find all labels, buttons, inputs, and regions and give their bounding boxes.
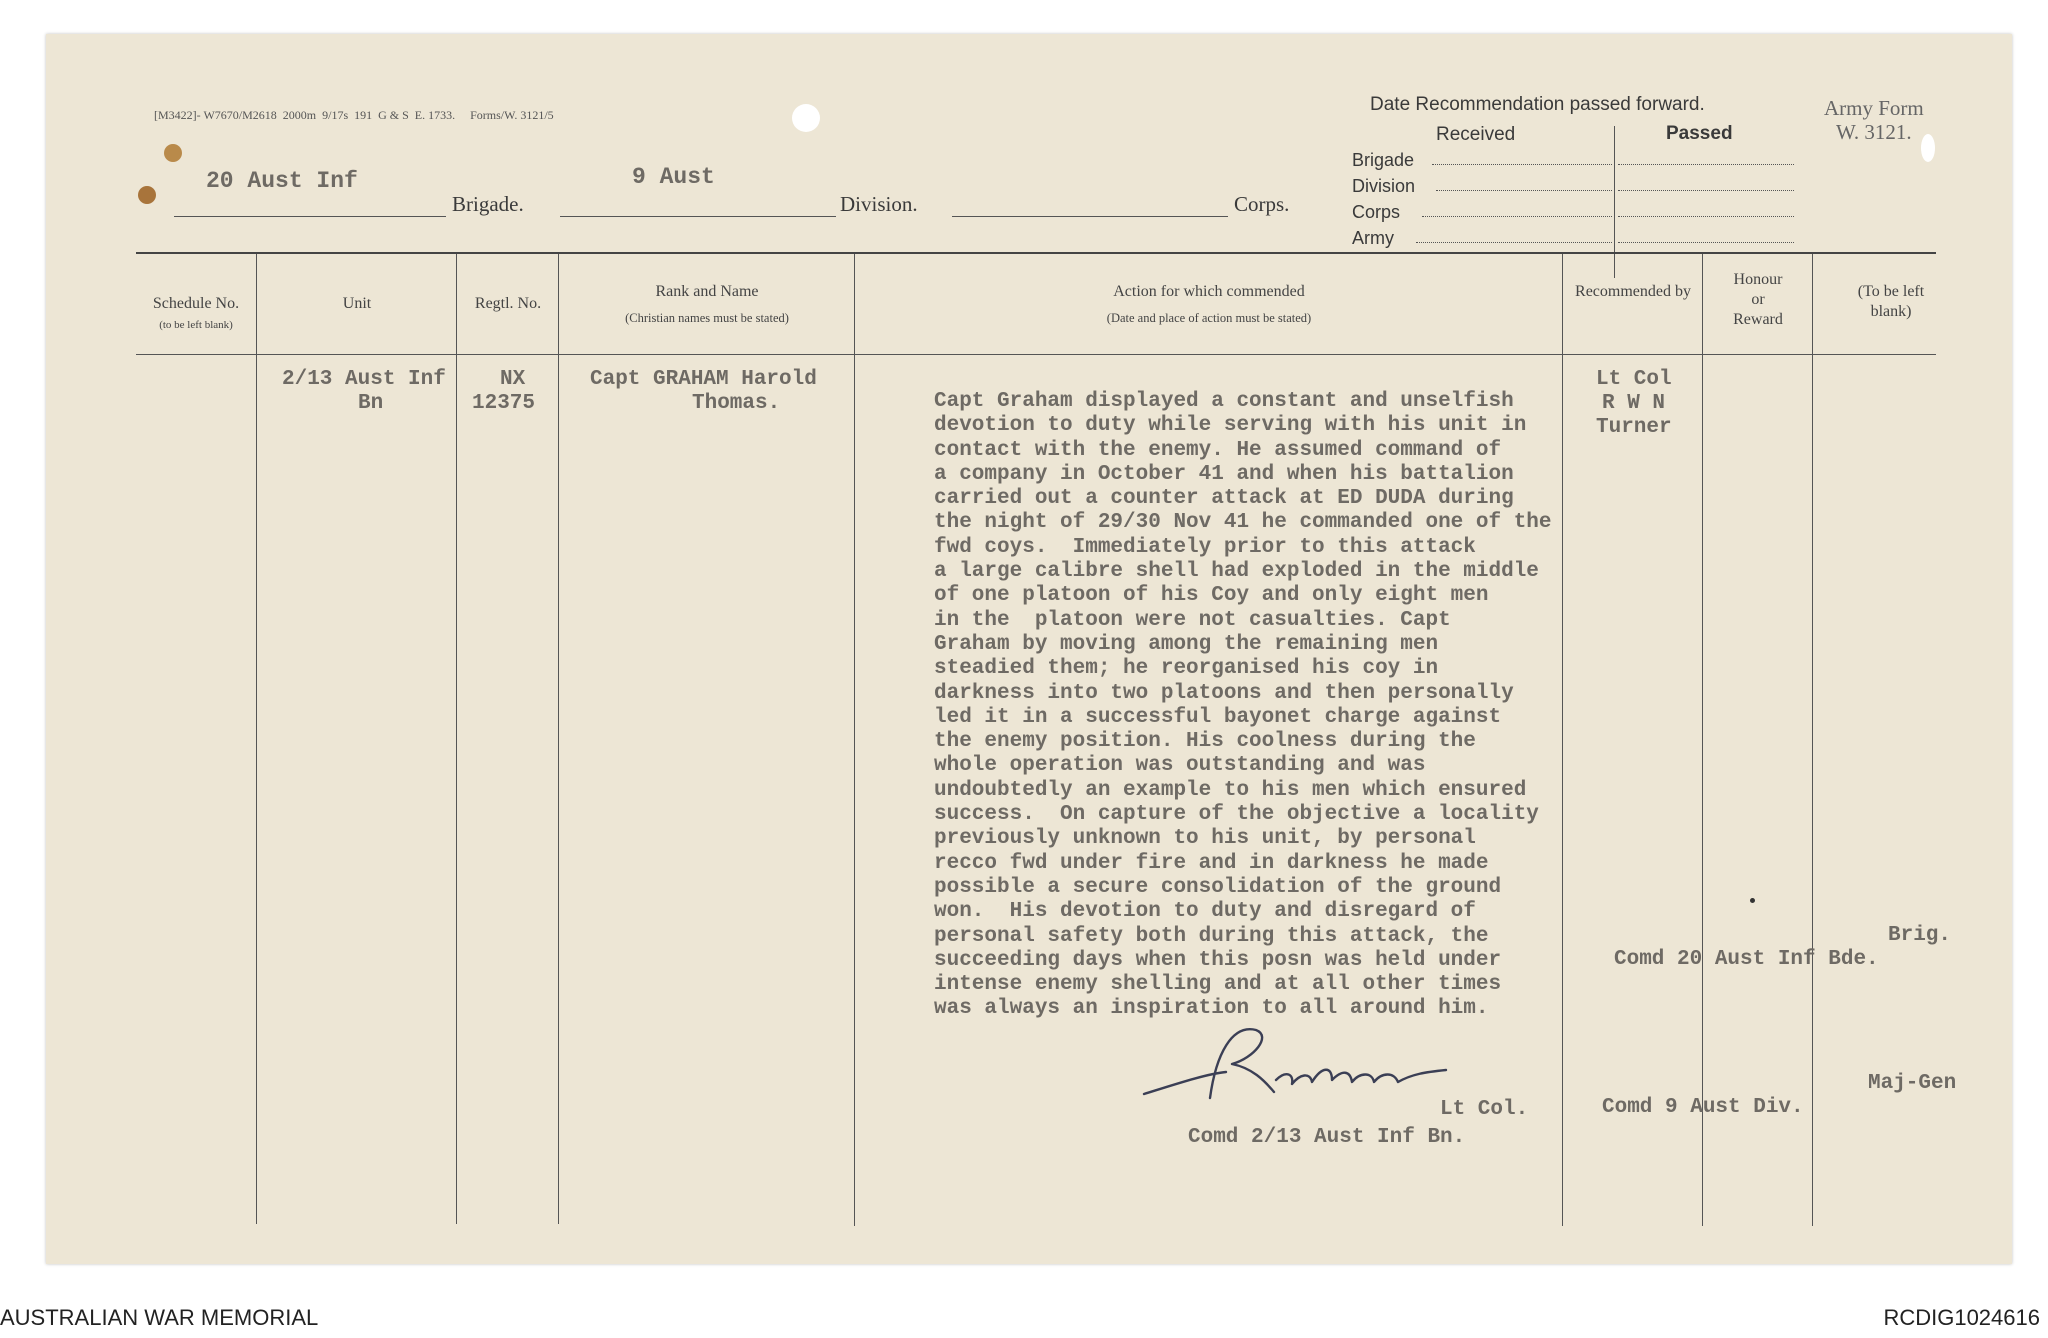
recommended-line1: Lt Col [1596,368,1672,391]
punch-hole [1921,134,1935,162]
dotline [1618,164,1794,165]
col-divider [854,254,855,1226]
header-regtl: Regtl. No. [474,295,542,312]
citation-text: Capt Graham displayed a constant and unselfish devotion to duty while serving with his unit in contact with the enemy. He assumed command of a company in October 41 and when his battalion carried out a counter attack at ED DUDA during the night of 29/30 Nov 41 he commanded one of the fwd coys. Immediately prior to this attack a large calibre shell had exploded in the middle of one platoon of his Coy and only eight men in the platoon were not casualties. Capt Graham by moving among the remaining men steadied them; he reorganised his coy in darkness into two platoons and then personally led it in a successful bayonet charge against the enemy position. His coolness during the whole operation was outstanding and was undoubtedly an example to his men which ensured success. On capture of the objective a locality previously unknown to his unit, by personal recco fwd under fire and in darkness he made possible a secure consolidation of the ground won. His devotion to duty and disregard of personal safety both during this attack, the succeeding days when this posn was held under intense enemy shelling and at all other times was always an inspiration to all around him. [934,390,1552,1021]
row-division: Division [1352,176,1416,196]
ink-dot [1750,898,1755,903]
dotline [1618,216,1794,217]
rust-stain [138,186,156,204]
dotline [1618,242,1794,243]
header-action-note: (Date and place of action must be stated) [1106,311,1312,325]
division-value: 9 Aust [632,164,715,190]
row-brigade: Brigade [1352,150,1415,170]
dotline [1436,190,1612,191]
gen-rank: Maj-Gen [1868,1072,1957,1095]
passed-label: Passed [1666,123,1733,144]
brig-title: Comd 20 Aust Inf Bde. [1614,948,1879,971]
brigade-label: Brigade. [452,192,524,216]
name-line1: Capt GRAHAM Harold [590,368,817,391]
header-schedule [136,294,256,335]
regtl-line1: NX [500,368,526,391]
unit-line2: Bn [358,392,384,415]
recommendation-title: Date Recommendation passed forward. [1370,94,1705,115]
dotline [1416,242,1612,243]
header-recommended: Recommended by [1575,283,1691,300]
col-divider [456,254,457,1224]
col-divider [1702,254,1703,1226]
row-corps: Corps [1352,202,1401,222]
handwritten-signature [1136,1014,1476,1124]
name-line2: Thomas. [692,392,781,415]
unit-line1: 2/13 Aust Inf [282,368,446,391]
dotline [1422,216,1612,217]
form-number: W. 3121. [1836,120,1912,144]
rust-stain [164,144,182,162]
punch-hole [792,104,820,132]
row-army: Army [1352,228,1394,248]
header-unit: Unit [342,295,372,312]
division-underline [560,216,836,217]
dotline [1432,164,1612,165]
header-action [856,282,1562,328]
table-header-rule [136,354,1936,355]
header-rank-name-label: Rank and Name [655,283,759,300]
brigade-underline [174,216,446,217]
header-rank-name-note: (Christian names must be stated) [625,311,789,325]
col-divider [256,254,257,1224]
gen-title: Comd 9 Aust Div. [1602,1096,1804,1119]
received-label: Received [1436,124,1516,145]
co-rank: Lt Col. [1440,1098,1529,1121]
header-schedule-note: (to be left blank) [159,319,233,331]
print-code: [M3422]- W7670/M2618 2000m 9/17s 191 G & S E. 1733. Forms/W. 3121/5 [154,108,554,122]
co-title: Comd 2/13 Aust Inf Bn. [1188,1126,1466,1149]
passed-divider [1614,126,1615,278]
header-honour: Honour or Reward [1733,271,1783,328]
archive-id: RCDIG1024616 [1883,1305,2040,1330]
regtl-line2: 12375 [472,392,536,415]
table-top-rule [136,252,1936,254]
brigade-value: 20 Aust Inf [206,168,358,194]
division-label: Division. [840,192,918,216]
col-divider [1812,254,1813,1226]
header-blank: (To be left blank) [1857,283,1925,320]
corps-underline [952,216,1228,217]
header-schedule-label: Schedule No. [152,295,240,312]
archive-credit: AUSTRALIAN WAR MEMORIAL [0,1305,319,1330]
army-form-label: Army Form [1824,96,1924,120]
form-sheet [46,34,2012,1264]
brig-rank: Brig. [1888,924,1952,947]
col-divider [558,254,559,1224]
header-rank-name [560,282,854,328]
recommended-line2: R W N [1602,392,1666,415]
header-action-label: Action for which commended [1113,283,1305,300]
dotline [1618,190,1794,191]
recommended-line3: Turner [1596,416,1672,439]
corps-label: Corps. [1234,192,1290,216]
